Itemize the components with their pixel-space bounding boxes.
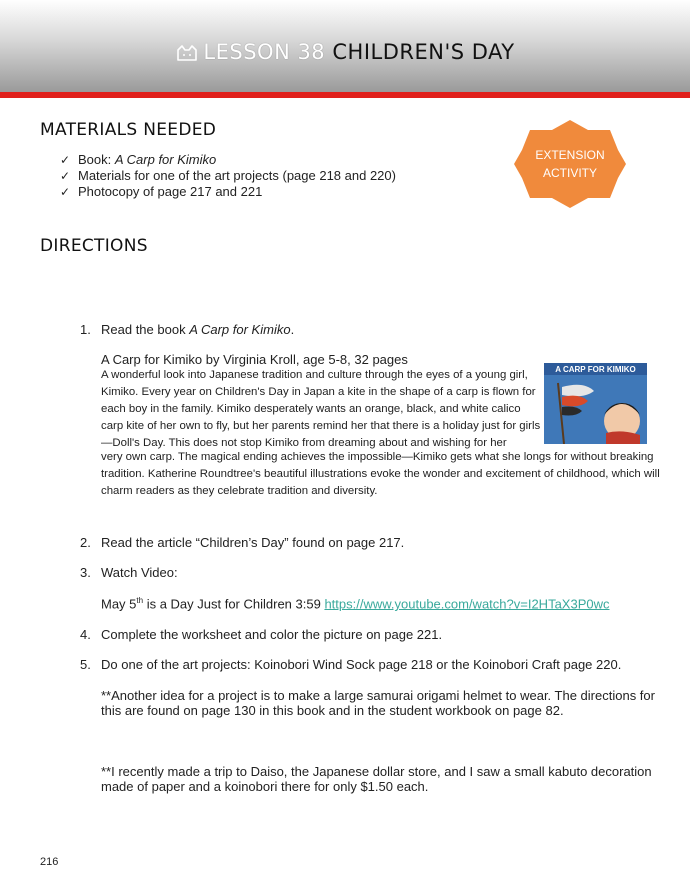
note-daiso: **I recently made a trip to Daiso, the Japanese dollar store, and I saw a small kabuto decoration made of paper and a koinobori there for only $1.50 each. xyxy=(101,764,652,794)
materials-list xyxy=(60,152,396,200)
book-cover-title: A CARP FOR KIMIKO xyxy=(555,365,636,374)
lesson-subject: CHILDREN'S DAY xyxy=(332,40,515,64)
note-origami-helmet: **Another idea for a project is to make a large samurai origami helmet to wear. The directions for this are found on page 130 in this book and in the student workbook on page 82. xyxy=(101,688,655,718)
materials-heading: MATERIALS NEEDED xyxy=(40,120,217,140)
youtube-link[interactable]: https://www.youtube.com/watch?v=I2HTaX3P0wc xyxy=(324,596,610,612)
cat-icon xyxy=(175,45,199,61)
material-item: ✓ Materials for one of the art projects (page 218 and 220) xyxy=(60,168,396,184)
lesson-number: LESSON 38 xyxy=(203,40,326,64)
page-title xyxy=(0,40,690,64)
carp-kite-illustration xyxy=(544,363,647,444)
book-title: A Carp for Kimiko by Virginia Kroll, age 5-8, 32 pages xyxy=(101,352,408,367)
book-cover-image xyxy=(544,363,647,444)
book-description: A wonderful look into Japanese tradition and culture through the eyes of a young girl, Kimiko. Every year on Children's Day in Japan a kite in the shape of a carp is flown for each boy in the family. Kimiko desperately wants an orange, black, and white calico carp kite of her own to fly, but her parents remind her that there is a holiday just for girls—Doll's Day. This does not stop Kimiko from dreaming about and wishing for her xyxy=(101,369,541,449)
material-item: ✓ Book: A Carp for Kimiko xyxy=(60,152,396,168)
header-red-rule xyxy=(0,92,690,98)
book-description-cont: very own carp. The magical ending achieves the impossible—Kimiko gets what she longs for without breaking tradition. Katherine Roundtree's beautiful illustrations evoke the wonder and excitement of childhood, which will charm readers as they celebrate tradition and diversity. xyxy=(101,451,660,497)
badge-label: EXTENSION ACTIVITY xyxy=(535,148,605,180)
material-item: ✓ Photocopy of page 217 and 221 xyxy=(60,184,396,200)
page-number: 216 xyxy=(40,856,59,868)
directions-heading: DIRECTIONS xyxy=(40,236,148,256)
video-line: May 5th is a Day Just for Children 3:59 https://www.youtube.com/watch?v=I2HTaX3P0wc xyxy=(101,596,610,612)
